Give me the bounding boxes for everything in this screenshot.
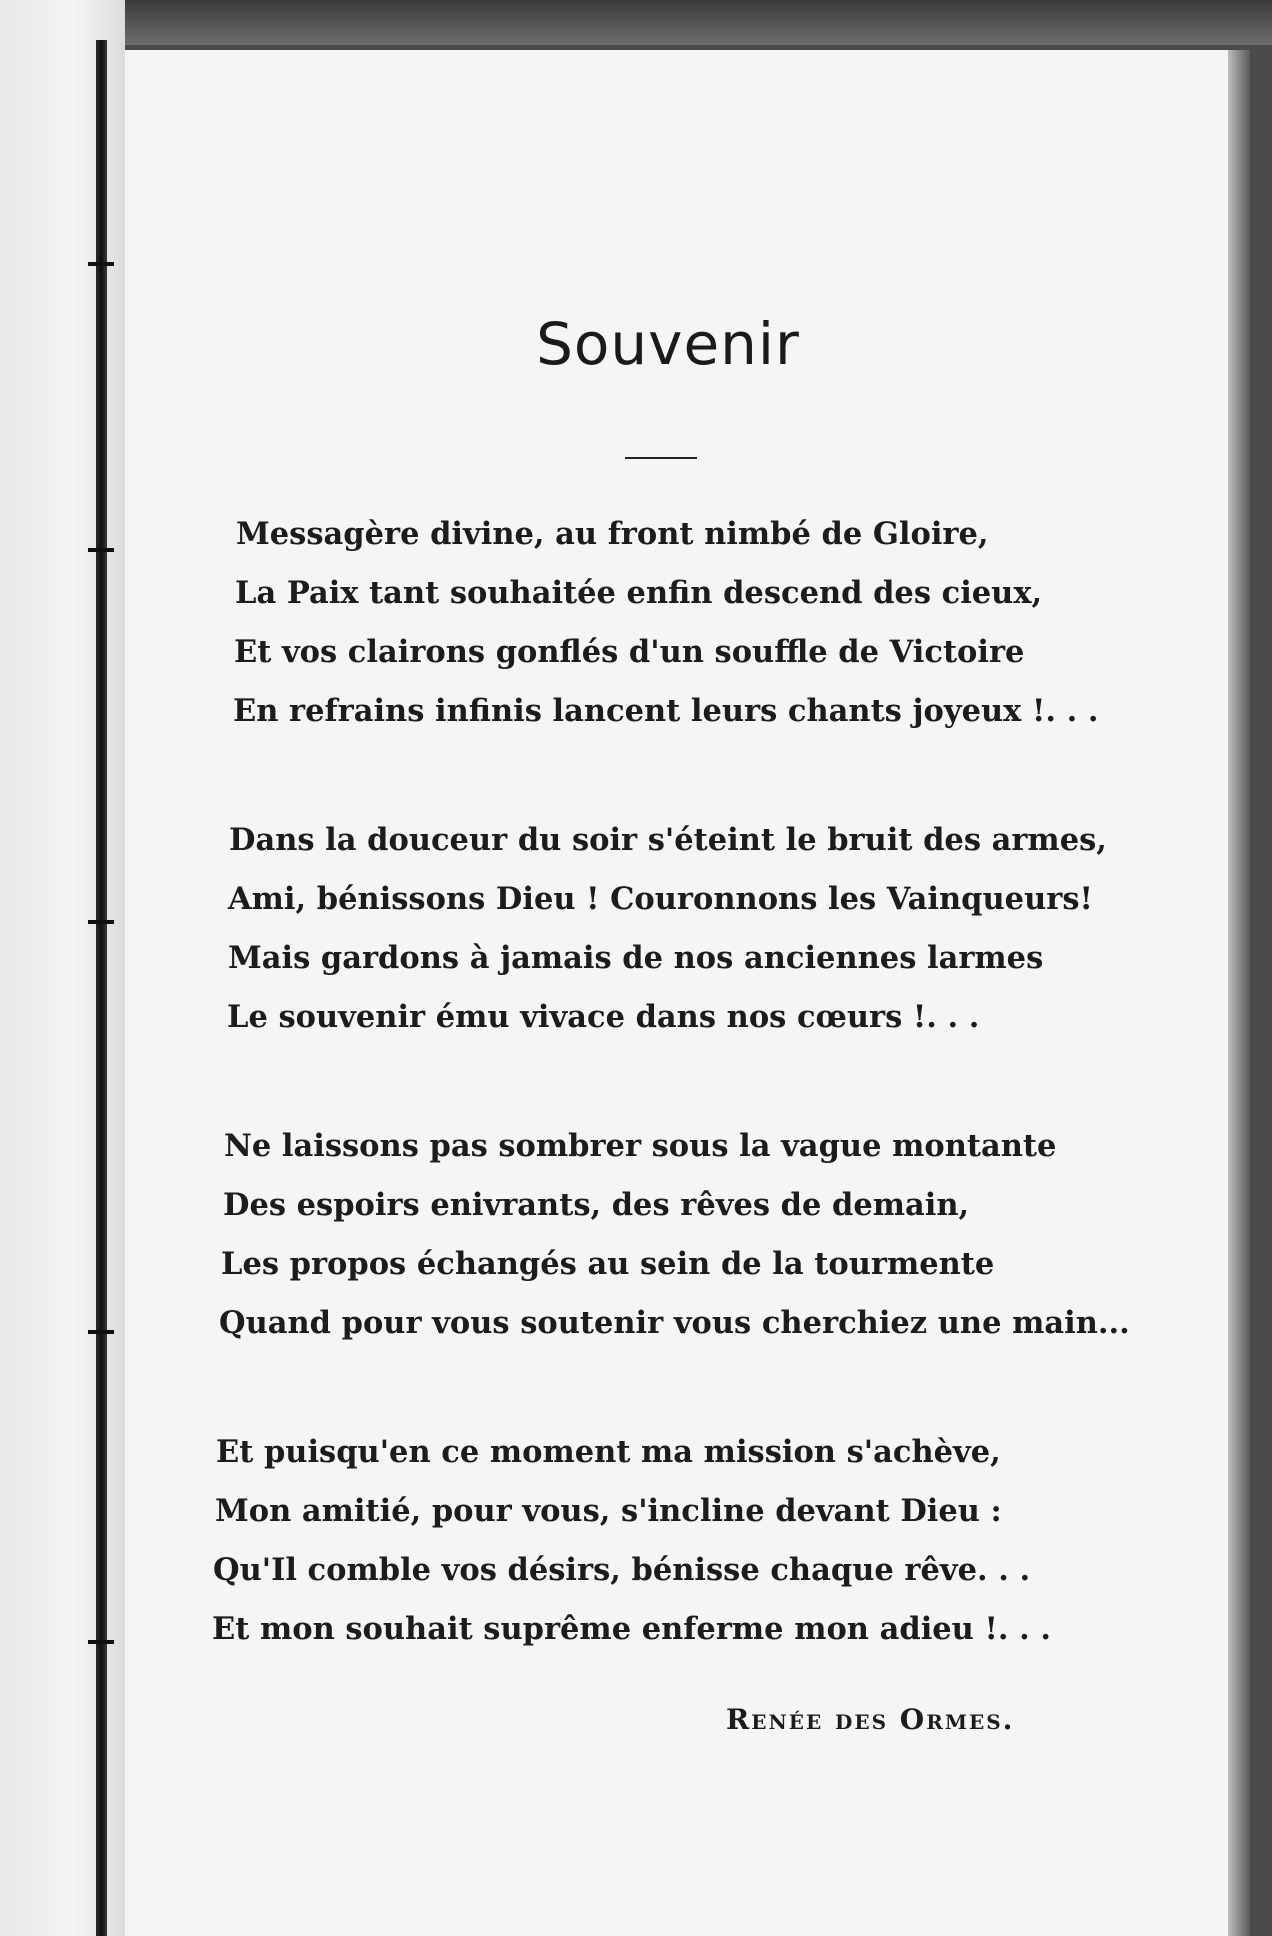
poem-line: Mais gardons à jamais de nos anciennes larmes [228, 940, 1044, 976]
poem-line: Messagère divine, au front nimbé de Gloire, [236, 516, 989, 552]
poem-line: Et mon souhait suprême enferme mon adieu !. . . [212, 1611, 1051, 1647]
poem-line: Et vos clairons gonflés d'un souffle de Victoire [234, 634, 1025, 670]
scan-top-border [0, 0, 1272, 45]
author-signature: Renée des Ormes. [726, 1703, 1015, 1736]
poem-line: En refrains infinis lancent leurs chants joyeux !. . . [233, 693, 1099, 729]
poem-line: Le souvenir ému vivace dans nos cœurs !. . . [227, 999, 980, 1035]
title-divider [625, 457, 697, 459]
binding-stitch [88, 1330, 114, 1334]
poem-line: La Paix tant souhaitée enfin descend des cieux, [235, 575, 1043, 611]
poem-line: Dans la douceur du soir s'éteint le bruit des armes, [229, 822, 1107, 858]
poem-line: Et puisqu'en ce moment ma mission s'achève, [216, 1434, 1001, 1470]
poem-line: Ne laissons pas sombrer sous la vague montante [224, 1128, 1057, 1164]
poem-line: Des espoirs enivrants, des rêves de demain, [223, 1187, 970, 1223]
poem-line: Ami, bénissons Dieu ! Couronnons les Vainqueurs! [228, 881, 1093, 917]
poem-line: Quand pour vous soutenir vous cherchiez une main... [219, 1305, 1130, 1341]
poem-title: Souvenir [536, 310, 800, 378]
poem-line: Qu'Il comble vos désirs, bénisse chaque rêve. . . [213, 1552, 1031, 1588]
poem-line: Les propos échangés au sein de la tourmente [221, 1246, 995, 1282]
binding-stitch [88, 920, 114, 924]
poem-line: Mon amitié, pour vous, s'incline devant Dieu : [215, 1493, 1002, 1529]
binding-stitch [88, 262, 114, 266]
binding-stitch [88, 1640, 114, 1644]
binding-stitch [88, 548, 114, 552]
